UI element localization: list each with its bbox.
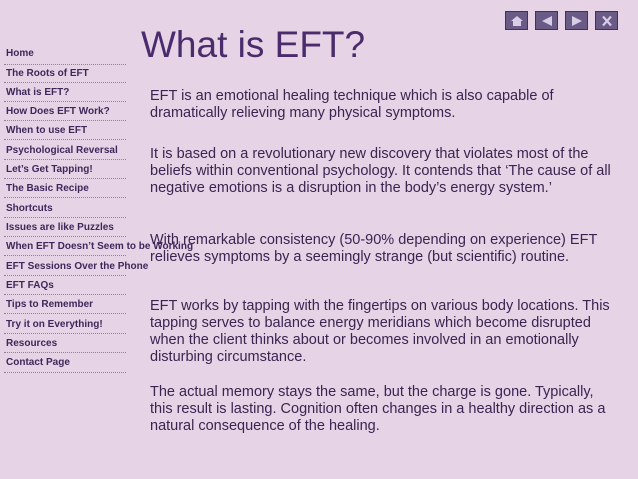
sidebar-item-home[interactable]: Home [6, 48, 34, 59]
home-button[interactable] [505, 11, 528, 30]
sidebar-item-basic-recipe[interactable]: The Basic Recipe [6, 183, 89, 194]
body-paragraph: The actual memory stays the same, but the charge is gone. Typically, this result is lasting. Cognition often changes in a healthy direction as a natural consequence of the healing. [150, 384, 606, 434]
home-icon [510, 15, 524, 27]
sidebar-divider [4, 217, 126, 218]
sidebar-divider [4, 120, 126, 121]
sidebar-item-eft-faqs[interactable]: EFT FAQs [6, 280, 54, 291]
previous-slide-button[interactable] [535, 11, 558, 30]
sidebar-item-when-to-use-eft[interactable]: When to use EFT [6, 125, 88, 136]
body-paragraph: EFT works by tapping with the fingertips on various body locations. This tapping serves to balance energy meridians which become disrupted when the client thinks about or becomes involved in an emotionally disturbing circumstance. [150, 298, 610, 365]
sidebar-item-sessions-over-phone[interactable]: EFT Sessions Over the Phone [6, 261, 149, 272]
slide-nav [505, 11, 618, 30]
sidebar-divider [4, 313, 126, 314]
arrow-left-icon [540, 15, 554, 27]
sidebar-divider [4, 101, 126, 102]
sidebar-item-psychological-reversal[interactable]: Psychological Reversal [6, 145, 118, 156]
sidebar-item-resources[interactable]: Resources [6, 338, 58, 349]
body-paragraph: EFT is an emotional healing technique which is also capable of dramatically relieving many physical symptoms. [150, 88, 554, 121]
close-button[interactable] [595, 11, 618, 30]
sidebar-divider [4, 197, 126, 198]
sidebar-divider [4, 275, 126, 276]
close-icon [600, 15, 614, 27]
sidebar-divider [4, 178, 126, 179]
sidebar-divider [4, 236, 126, 237]
sidebar-item-shortcuts[interactable]: Shortcuts [6, 203, 53, 214]
sidebar-divider [4, 294, 126, 295]
sidebar-item-try-it-on-everything[interactable]: Try it on Everything! [6, 319, 103, 330]
body-paragraph: It is based on a revolutionary new discovery that violates most of the beliefs within conventional psychology. It contends that ‘The cause of all negative emotions is a disruption in the body’s energy system.’ [150, 146, 611, 196]
sidebar-menu [0, 0, 194, 479]
sidebar-item-contact-page[interactable]: Contact Page [6, 357, 70, 368]
body-paragraph: With remarkable consistency (50-90% depending on experience) EFT relieves symptoms by a seemingly strange (but scientific) routine. [150, 232, 598, 265]
page-title: What is EFT? [141, 24, 366, 65]
sidebar-divider [4, 333, 126, 334]
sidebar-item-tips-to-remember[interactable]: Tips to Remember [6, 299, 94, 310]
sidebar-item-issues-puzzles[interactable]: Issues are like Puzzles [6, 222, 114, 233]
sidebar-divider [4, 139, 126, 140]
sidebar-divider [4, 64, 126, 65]
sidebar-item-when-eft-not-working[interactable]: When EFT Doesn’t Seem to be Working [6, 241, 194, 252]
sidebar-item-what-is-eft[interactable]: What is EFT? [6, 87, 70, 98]
next-slide-button[interactable] [565, 11, 588, 30]
sidebar-item-how-does-eft-work[interactable]: How Does EFT Work? [6, 106, 110, 117]
sidebar-divider [4, 352, 126, 353]
arrow-right-icon [570, 15, 584, 27]
sidebar-item-lets-get-tapping[interactable]: Let’s Get Tapping! [6, 164, 93, 175]
sidebar-divider [4, 82, 126, 83]
sidebar-divider [4, 372, 126, 373]
sidebar-divider [4, 255, 126, 256]
sidebar-divider [4, 159, 126, 160]
sidebar-item-roots-of-eft[interactable]: The Roots of EFT [6, 68, 89, 79]
